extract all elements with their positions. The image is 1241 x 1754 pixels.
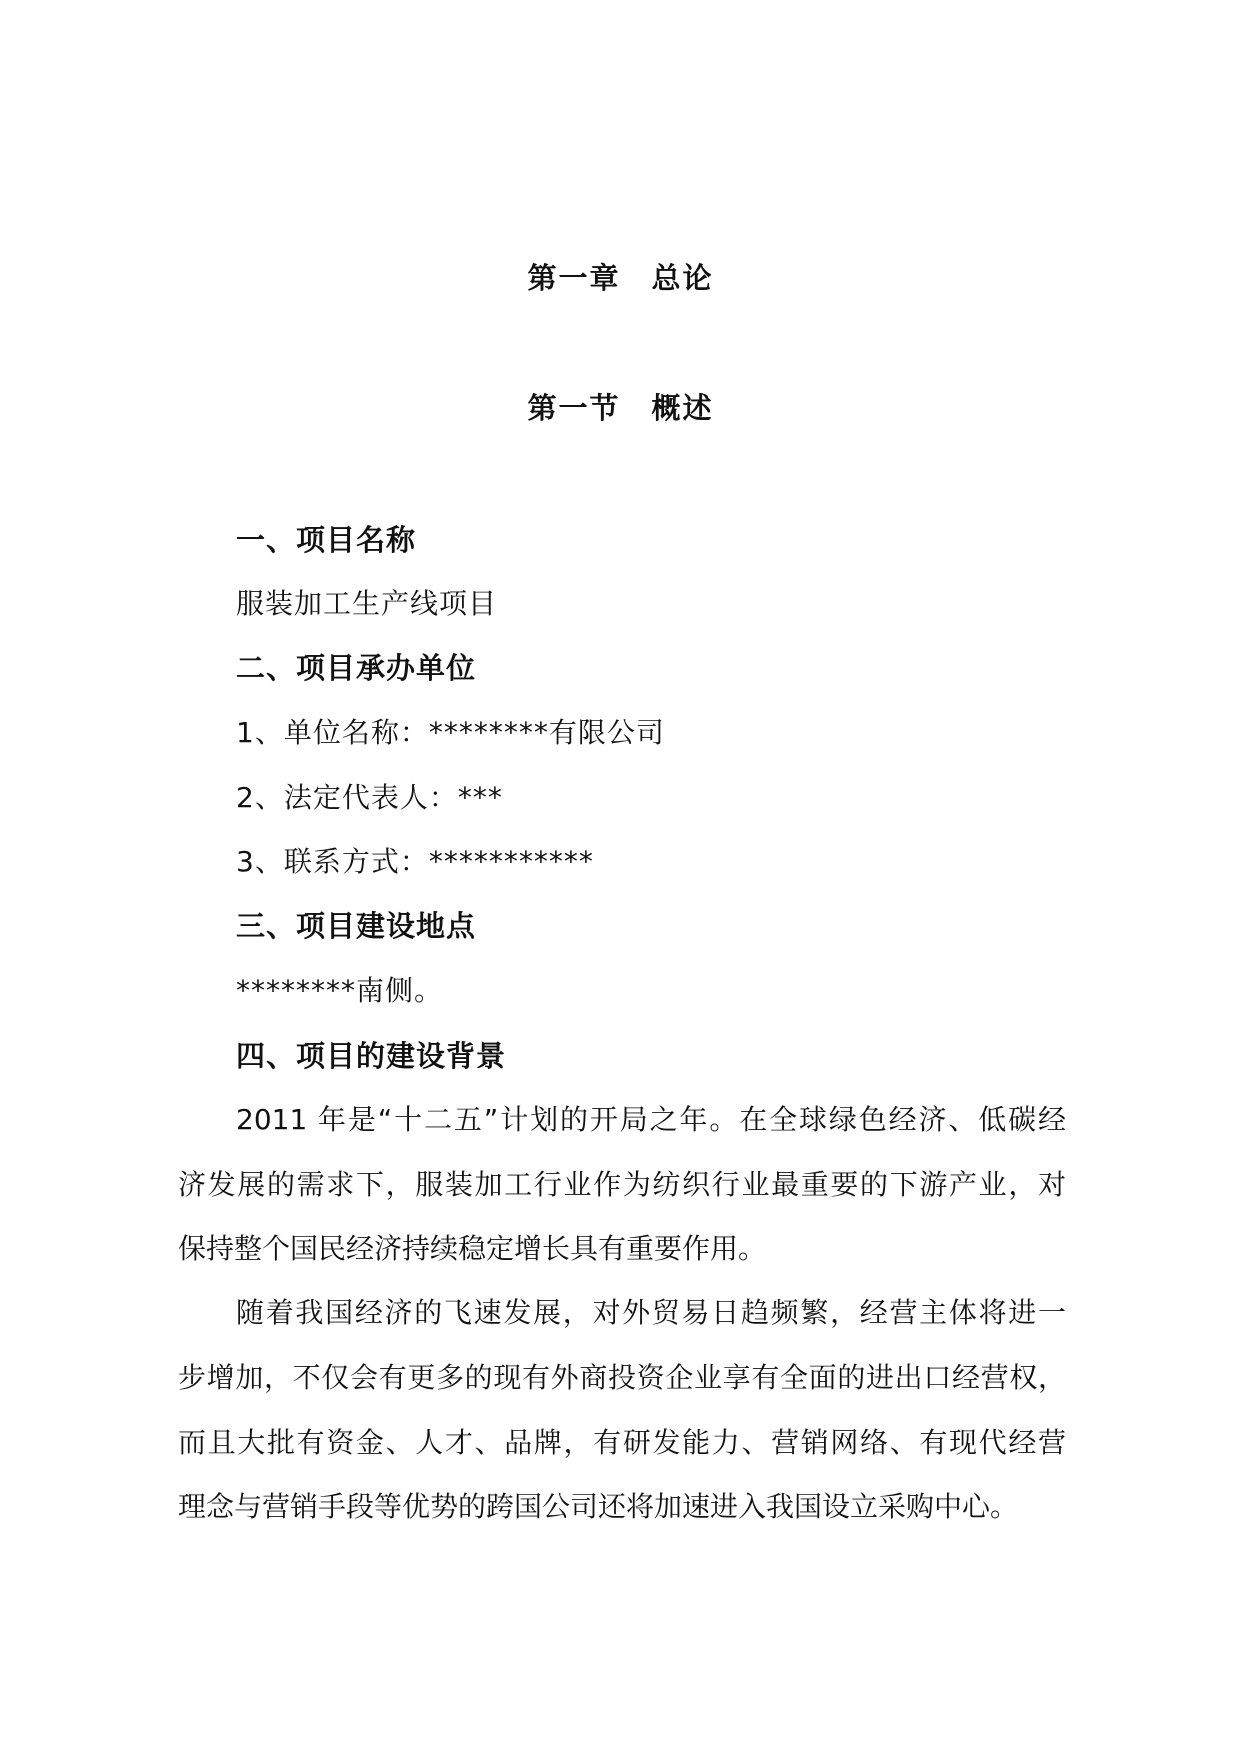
unit-name-line: 1、单位名称：********有限公司 [236,716,665,749]
paragraph-1-line-2: 济发展的需求下，服装加工行业作为纺织行业最重要的下游产业，对 [178,1168,1066,1201]
heading-undertaking-unit: 二、项目承办单位 [236,651,477,685]
paragraph-2-line-3: 而且大批有资金、人才、品牌，有研发能力、营销网络、有现代经营 [178,1426,1066,1459]
legal-representative-line: 2、法定代表人：*** [236,781,503,814]
chapter-title: 第一章 总论 [527,261,714,295]
construction-site-value: ********南侧。 [236,974,444,1007]
contact-line: 3、联系方式：*********** [236,845,594,878]
paragraph-2-line-4: 理念与营销手段等优势的跨国公司还将加速进入我国设立采购中心。 [178,1490,1019,1523]
project-name-value: 服装加工生产线项目 [236,587,498,620]
heading-construction-site: 三、项目建设地点 [236,909,477,943]
heading-project-name: 一、项目名称 [236,523,417,557]
section-title: 第一节 概述 [527,391,714,425]
paragraph-2-line-1: 随着我国经济的飞速发展，对外贸易日趋频繁，经营主体将进一 [236,1296,1066,1329]
heading-construction-background: 四、项目的建设背景 [236,1039,507,1073]
paragraph-2-line-2: 步增加，不仅会有更多的现有外商投资企业享有全面的进出口经营权， [178,1361,1066,1394]
paragraph-1-line-3: 保持整个国民经济持续稳定增长具有重要作用。 [178,1232,767,1265]
paragraph-1-line-1: 2011 年是“十二五”计划的开局之年。在全球绿色经济、低碳经 [236,1103,1066,1136]
